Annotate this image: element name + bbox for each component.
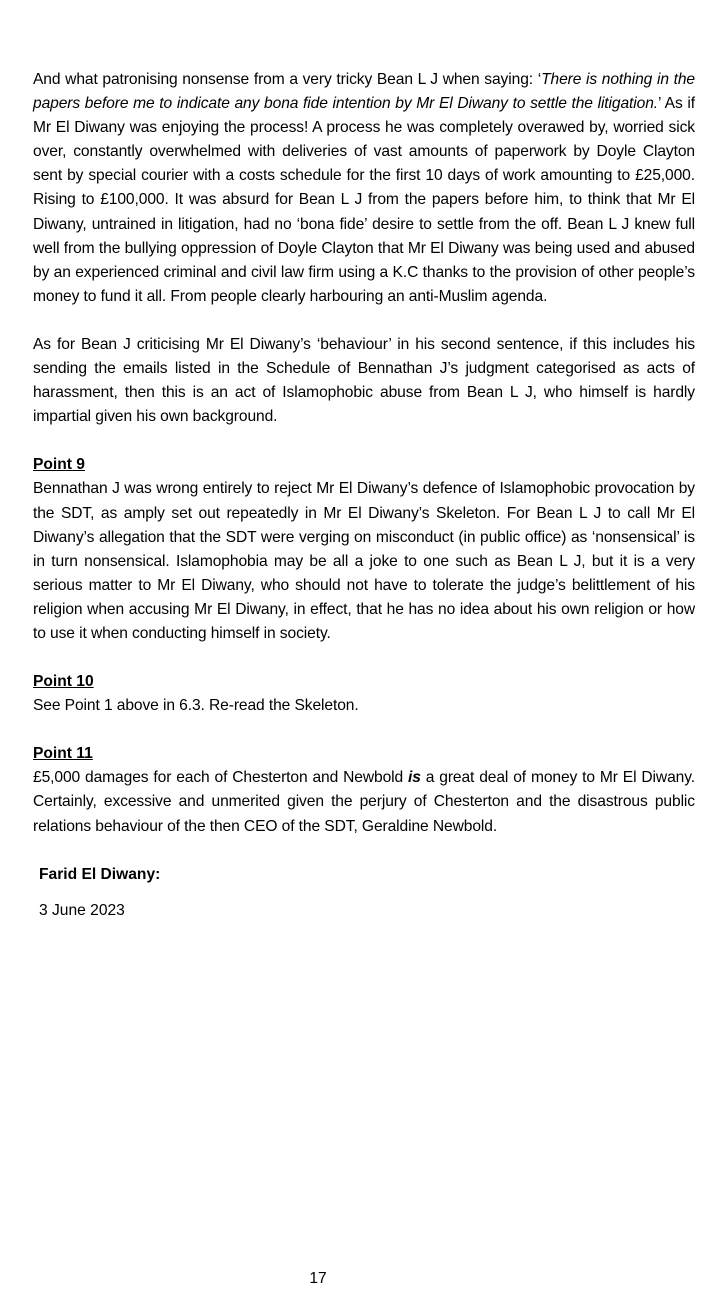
- spacer: [33, 429, 695, 453]
- paragraph-behaviour: As for Bean J criticising Mr El Diwany’s ‘behaviour’ in his second sentence, if this includes his sending the emails listed in the Schedule of Bennathan J’s judgment categorised as acts of harassment, then this is an act of Islamophobic abuse from Bean L J, who himself is hardly impartial given his own background.: [33, 335, 695, 426]
- point-11-text: [33, 766, 695, 838]
- paragraph-text: a great deal of money to Mr El Diwany. Certainly, excessive and unmerited given the perjury of Chesterton and the disastrous public relations behaviour of the then CEO of the SDT, Geraldine Newbold.: [33, 769, 695, 835]
- point-9-text: Bennathan J was wrong entirely to reject Mr El Diwany’s defence of Islamophobic provocation by the SDT, as amply set out repeatedly in Mr El Diwany’s Skeleton. For Bean L J to call Mr El Diwany’s allegation that the SDT were verging on misconduct (in public office) as ‘nonsensical’ is in turn nonsensical. Islamophobia may be all a joke to one such as Bean L J, but it is a very serious matter to Mr El Diwany, who should not have to tolerate the judge’s belittlement of his religion when accusing Mr El Diwany, in effect, that he has no idea about his own religion or how to use it when conducting himself in society.: [33, 480, 695, 642]
- point-10-heading: Point 10: [33, 673, 94, 691]
- paragraph-text: ’ As if Mr El Diwany was enjoying the process! A process he was completely overawed by, worried sick over, constantly overwhelmed with deliveries of vast amounts of paperwork by Doyle Clayton sent by special courier with a costs schedule for the first 10 days of work amounting to £25,000. Rising to £100,000. It was absurd for Bean L J from the papers before him, to think that Mr El Diwany, untrained in litigation, had no ‘bona fide’ desire to settle from the off. Bean L J knew full well from the bullying oppression of Doyle Clayton that Mr El Diwany was being used and abused by an experienced criminal and civil law firm using a K.C thanks to the provision of other people’s money to fund it all. From people clearly harbouring an anti-Muslim agenda.: [33, 95, 695, 305]
- paragraph-bean-criticism: [33, 68, 695, 309]
- spacer: [33, 718, 695, 742]
- signature-date: 3 June 2023: [39, 901, 125, 919]
- spacer: [33, 646, 695, 670]
- point-11-heading: Point 11: [33, 745, 93, 763]
- quoted-judgment-text: There is nothing in the papers before me to indicate any bona fide intention by Mr El Diwany to settle the litigation.: [33, 71, 695, 113]
- paragraph-text: £5,000 damages for each of Chesterton and Newbold: [33, 769, 409, 787]
- point-10-text: See Point 1 above in 6.3. Re-read the Skeleton.: [33, 697, 359, 715]
- document-body: [33, 68, 695, 923]
- spacer: [33, 309, 695, 333]
- signature-name: Farid El Diwany:: [39, 865, 161, 883]
- emphasis-text: is: [408, 769, 421, 787]
- page-number: 17: [309, 1270, 327, 1287]
- paragraph-text: And what patronising nonsense from a very tricky Bean L J when saying: ‘: [33, 71, 542, 88]
- point-9-heading: Point 9: [33, 456, 85, 474]
